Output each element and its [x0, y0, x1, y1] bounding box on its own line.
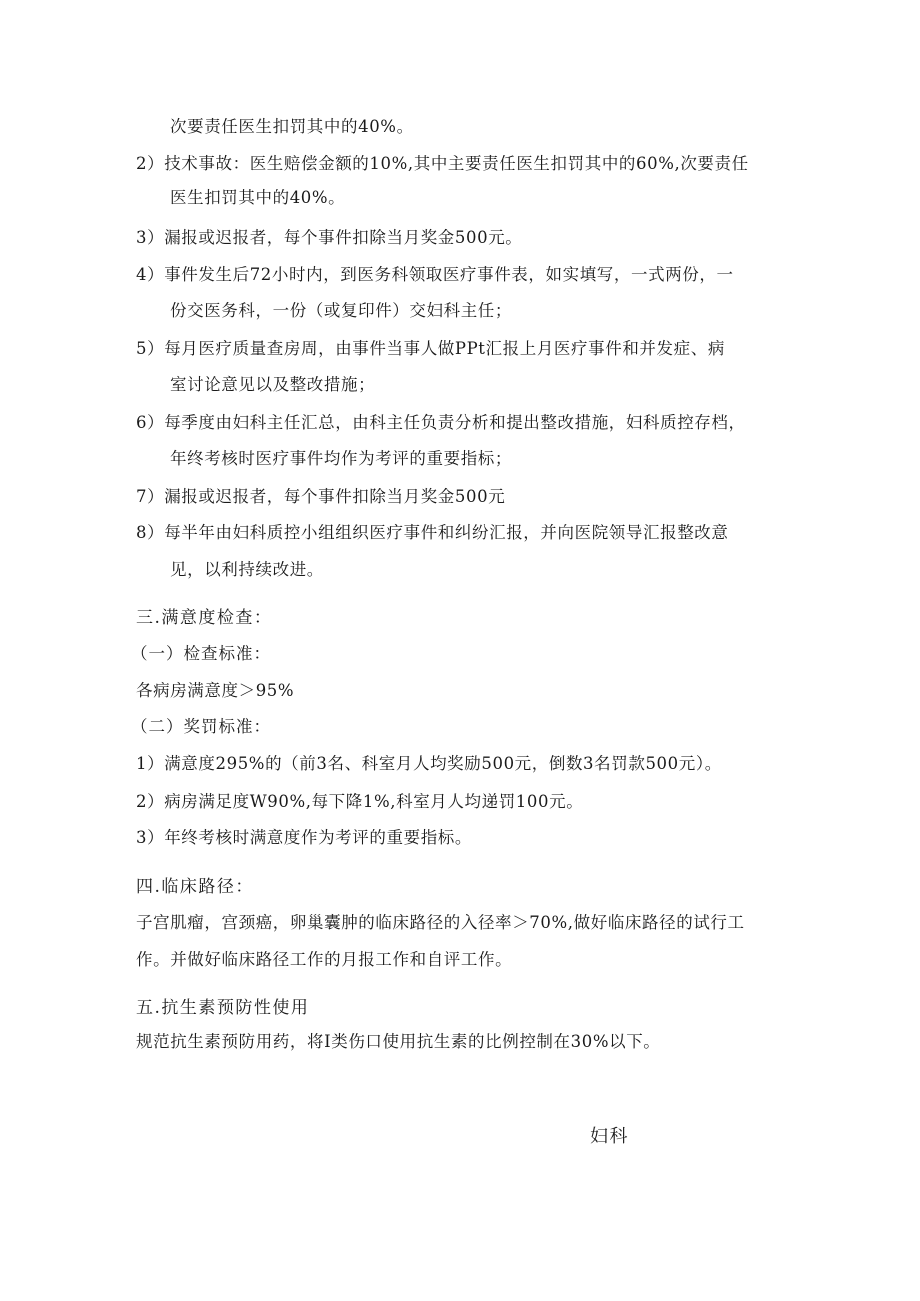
item6-line2: 年终考核时医疗事件均作为考评的重要指标； — [170, 449, 512, 468]
section3-standard: 各病房满意度＞95% — [136, 681, 295, 700]
item7: 7）漏报或迟报者，每个事件扣除当月奖金500元 — [136, 487, 506, 506]
item1-continuation: 次要责任医生扣罚其中的40%。 — [170, 117, 414, 136]
section4-body-line1: 子宫肌瘤，宫颈癌，卵巢囊肿的临床路径的入径率＞70%,做好临床路径的试行工 — [136, 913, 745, 932]
item4-line1: 4）事件发生后72小时内，到医务科领取医疗事件表，如实填写，一式两份，一 — [136, 265, 734, 284]
section5-body: 规范抗生素预防用药，将I类伤口使用抗生素的比例控制在30%以下。 — [136, 1032, 661, 1051]
item5-line1: 5）每月医疗质量查房周，由事件当事人做PPt汇报上月医疗事件和并发症、病 — [136, 339, 725, 358]
item8-line2: 见，以利持续改进。 — [170, 560, 324, 579]
section3-sub1: （一）检查标准： — [131, 644, 271, 663]
item2-line1: 2）技术事故：医生赔偿金额的10%,其中主要责任医生扣罚其中的60%,次要责任 — [136, 154, 749, 173]
section3-heading: 三.满意度检查： — [136, 608, 273, 628]
item4-line2: 份交医务科，一份（或复印件）交妇科主任； — [170, 301, 512, 320]
section3-rule1: 1）满意度295%的（前3名、科室月人均奖励500元，倒数3名罚款500元）。 — [136, 754, 722, 773]
section3-rule2: 2）病房满足度W90%,每下降1%,科室月人均递罚100元。 — [136, 792, 584, 811]
item3: 3）漏报或迟报者，每个事件扣除当月奖金500元。 — [136, 228, 523, 247]
section4-heading: 四.临床路径： — [136, 877, 254, 897]
section3-rule3: 3）年终考核时满意度作为考评的重要指标。 — [136, 828, 472, 847]
signature: 妇科 — [590, 1126, 629, 1147]
section5-heading: 五.抗生素预防性使用 — [136, 998, 310, 1018]
item5-line2: 室讨论意见以及整改措施； — [170, 375, 376, 394]
item2-line2: 医生扣罚其中的40%。 — [170, 188, 346, 207]
section3-sub2: （二）奖罚标准： — [131, 717, 271, 736]
section4-body-line2: 作。并做好临床路径工作的月报工作和自评工作。 — [136, 950, 513, 969]
item6-line1: 6）每季度由妇科主任汇总，由科主任负责分析和提出整改措施，妇科质控存档， — [136, 413, 746, 432]
item8-line1: 8）每半年由妇科质控小组组织医疗事件和纠纷汇报，并向医院领导汇报整改意 — [136, 523, 729, 542]
